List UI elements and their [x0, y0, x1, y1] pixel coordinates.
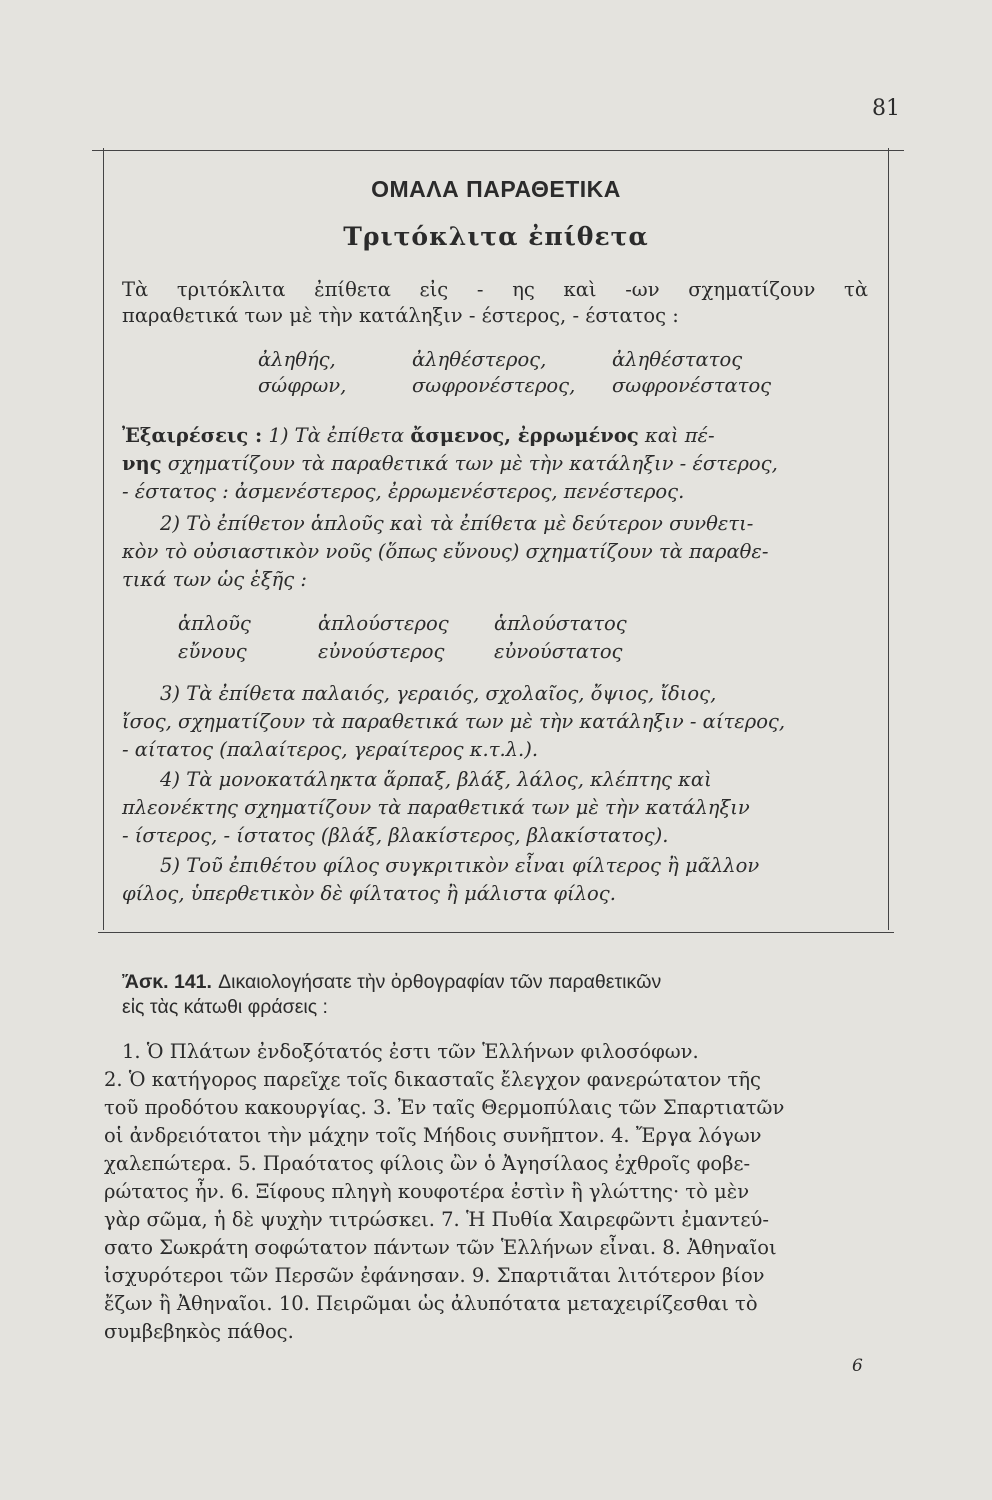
exercise-line: οἱ ἀνδρειότατοι τὴν μάχην τοῖς Μήδοις συνῆπτον. 4. Ἔργα λόγων [104, 1124, 762, 1147]
table1-cell: σωφρονέστατος [612, 374, 772, 397]
exercise-line: σατο Σωκράτη σοφώτατον πάντων τῶν Ἑλλήνων εἶναι. 8. Ἀθηναῖοι [104, 1236, 777, 1259]
exceptions-line: - έστατος : ἀσμενέστερος, ἐρρωμενέστερος, πενέστερος. [122, 480, 685, 503]
page-number: 81 [872, 96, 900, 121]
box-top-rule [92, 150, 904, 151]
table1-cell: ἀληθέστατος [612, 348, 743, 371]
table1-cell: σωφρονέστερος, [412, 374, 576, 397]
exercise-line: συμβεβηκὸς πάθος. [104, 1320, 294, 1343]
table2-cell: ἁπλούστατος [494, 612, 627, 635]
table1-cell: ἀληθής, [258, 348, 336, 371]
intro-line: Τὰ τριτόκλιτα ἐπίθετα εἰς - ης καὶ -ων σχηματίζουν τὰ [122, 278, 868, 301]
exercise-instruction: Δικαιολογήσατε τὴν ὀρθογραφίαν τῶν παραθετικῶν [218, 971, 662, 993]
rule-line: - ίστερος, - ίστατος (βλάξ, βλακίστερος, βλακίστατος). [122, 824, 669, 847]
exceptions-line: τικά των ὡς ἑξῆς : [122, 568, 307, 591]
exceptions-line [122, 424, 715, 447]
exercise-line: ρώτατος ἦν. 6. Ξίφους πληγὴ κουφοτέρα ἐστὶν ἢ γλώττης· τὸ μὲν [104, 1180, 750, 1203]
exercise-line: χαλεπώτερα. 5. Πραότατος φίλοις ὢν ὁ Ἀγησίλαος ἐχθροῖς φοβε- [104, 1152, 751, 1175]
exceptions-tail: καὶ πέ- [644, 424, 715, 447]
exercise-line: εἰς τὰς κάτωθι φράσεις : [122, 996, 328, 1018]
box-bottom-rule [98, 932, 894, 933]
intro-line: παραθετικά των μὲ τὴν κατάληξιν - έστερος, - έστατος : [122, 304, 679, 327]
rule-line: 3) Τὰ ἐπίθετα παλαιός, γεραιός, σχολαῖος, ὄψιος, ἴδιος, [160, 682, 717, 705]
signature-mark: 6 [852, 1356, 863, 1376]
table2-cell: εὔνους [178, 640, 247, 663]
table2-cell: ἁπλούστερος [318, 612, 449, 635]
exceptions-line: κὸν τὸ οὐσιαστικὸν νοῦς (ὅπως εὔνους) σχηματίζουν τὰ παραθε- [122, 540, 769, 563]
rule-line: - αίτατος (παλαίτερος, γεραίτερος κ.τ.λ.). [122, 738, 539, 761]
box-title: ΟΜΑΛΑ ΠΑΡΑΘΕΤΙΚΑ [371, 176, 621, 202]
exceptions-text: 1) Τὰ ἐπίθετα [268, 424, 405, 447]
table2-cell: εὐνούστερος [318, 640, 445, 663]
exercise-line: τοῦ προδότου κακουργίας. 3. Ἐν ταῖς Θερμοπύλαις τῶν Σπαρτιατῶν [104, 1096, 785, 1119]
rule-line: 5) Τοῦ ἐπιθέτου φίλος συγκριτικὸν εἶναι φίλτερος ἢ μᾶλλον [160, 854, 760, 877]
rule-line: πλεονέκτης σχηματίζουν τὰ παραθετικά των μὲ τὴν κατάληξιν [122, 796, 750, 819]
box-subtitle: Τριτόκλιτα ἐπίθετα [343, 222, 649, 251]
rule-line: ἴσος, σχηματίζουν τὰ παραθετικά των μὲ τὴν κατάληξιν - αίτερος, [122, 710, 786, 733]
exceptions-line [122, 452, 778, 475]
exceptions-bold: ἄσμενος, ἐρρωμένος [410, 424, 639, 447]
exceptions-head: Ἐξαιρέσεις : [122, 424, 263, 447]
exercise-label: Ἄσκ. 141. [122, 971, 212, 993]
rule-line: φίλος, ὑπερθετικὸν δὲ φίλτατος ἢ μάλιστα φίλος. [122, 882, 616, 905]
exercise-line: ἰσχυρότεροι τῶν Περσῶν ἐφάνησαν. 9. Σπαρτιᾶται λιτότερον βίον [104, 1264, 765, 1287]
exercise-line: 2. Ὁ κατήγορος παρεῖχε τοῖς δικασταῖς ἔλεγχον φανερώτατον τῆς [104, 1068, 761, 1091]
table2-cell: εὐνούστατος [494, 640, 623, 663]
table1-cell: σώφρων, [258, 374, 347, 397]
exceptions-bold: νης [122, 452, 162, 475]
exercise-line: 1. Ὁ Πλάτων ἐνδοξότατός ἐστι τῶν Ἑλλήνων φιλοσόφων. [122, 1040, 699, 1063]
rule-line: 4) Τὰ μονοκατάληκτα ἅρπαξ, βλάξ, λάλος, κλέπτης καὶ [160, 768, 712, 791]
exercise-line: ἔζων ἢ Ἀθηναῖοι. 10. Πειρῶμαι ὡς ἀλυπότατα μεταχειρίζεσθαι τὸ [104, 1292, 758, 1315]
table1-cell: ἀληθέστερος, [412, 348, 547, 371]
exceptions-text: σχηματίζουν τὰ παραθετικά των μὲ τὴν κατάληξιν - έστερος, [167, 452, 778, 475]
exceptions-line: 2) Τὸ ἐπίθετον ἁπλοῦς καὶ τὰ ἐπίθετα μὲ δεύτερον συνθετι- [160, 512, 754, 535]
exercise-line: γὰρ σῶμα, ἡ δὲ ψυχὴν τιτρώσκει. 7. Ἡ Πυθία Χαιρεφῶντι ἐμαντεύ- [104, 1208, 769, 1231]
table2-cell: ἁπλοῦς [178, 612, 251, 635]
exercise-line [122, 970, 882, 994]
